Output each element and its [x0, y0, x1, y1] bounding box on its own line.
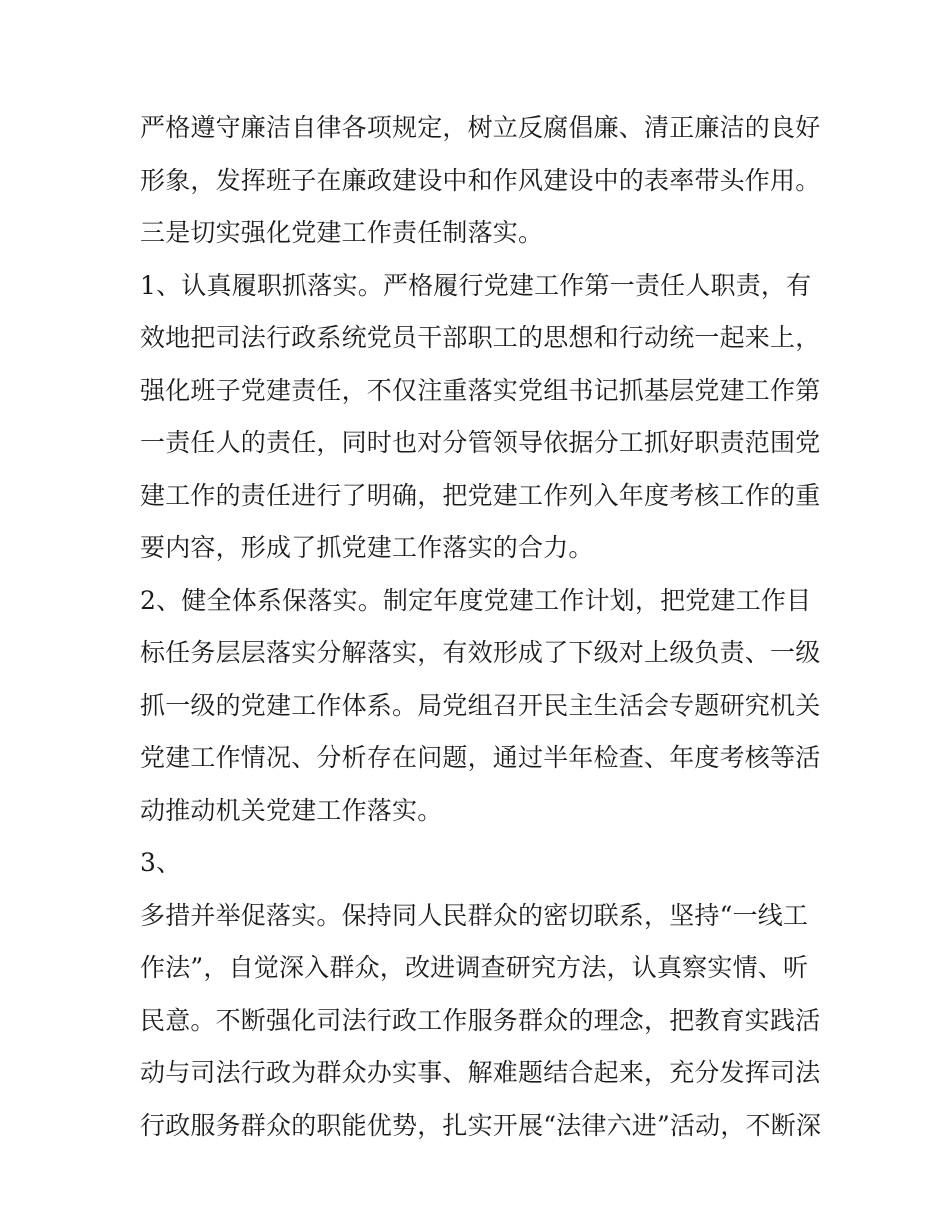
- text-line: 动与司法行政为群众办实事、解难题结合起来，充分发挥司法: [140, 1058, 821, 1087]
- document-body: [140, 102, 830, 1152]
- text-line: 民意。不断强化司法行政工作服务群众的理念，把教育实践活: [140, 1005, 821, 1035]
- text-line: 形象，发挥班子在廉政建设中和作风建设中的表率带头作用。: [140, 165, 821, 195]
- text-line: 严格遵守廉洁自律各项规定，树立反腐倡廉、清正廉洁的良好: [140, 113, 821, 142]
- text-line: 3、: [140, 848, 182, 877]
- text-line: 多措并举促落实。保持同人民群众的密切联系，坚持“一线工: [140, 900, 809, 930]
- text-line: 党建工作情况、分析存在问题，通过半年检查、年度考核等活: [140, 743, 821, 772]
- text-line: 强化班子党建责任，不仅注重落实党组书记抓基层党建工作第: [140, 375, 821, 405]
- text-line: 三是切实强化党建工作责任制落实。: [140, 218, 544, 247]
- text-line: 1、认真履职抓落实。严格履行党建工作第一责任人职责，有: [140, 270, 812, 300]
- text-line: 抓一级的党建工作体系。局党组召开民主生活会专题研究机关: [140, 690, 821, 720]
- text-line: 行政服务群众的职能优势，扎实开展“法律六进”活动，不断深: [140, 1110, 822, 1140]
- text-line: 标任务层层落实分解落实，有效形成了下级对上级负责、一级: [140, 638, 821, 667]
- text-line: 要内容，形成了抓党建工作落实的合力。: [140, 533, 594, 562]
- text-line: 动推动机关党建工作落实。: [140, 795, 443, 825]
- text-line: 2、健全体系保落实。制定年度党建工作计划，把党建工作目: [140, 585, 812, 615]
- text-line: 建工作的责任进行了明确，把党建工作列入年度考核工作的重: [140, 480, 821, 510]
- text-line: 效地把司法行政系统党员干部职工的思想和行动统一起来上，: [140, 323, 821, 352]
- text-line: 一责任人的责任，同时也对分管领导依据分工抓好职责范围党: [140, 428, 821, 457]
- text-line: 作法”，自觉深入群众，改进调查研究方法，认真察实情、听: [140, 953, 809, 982]
